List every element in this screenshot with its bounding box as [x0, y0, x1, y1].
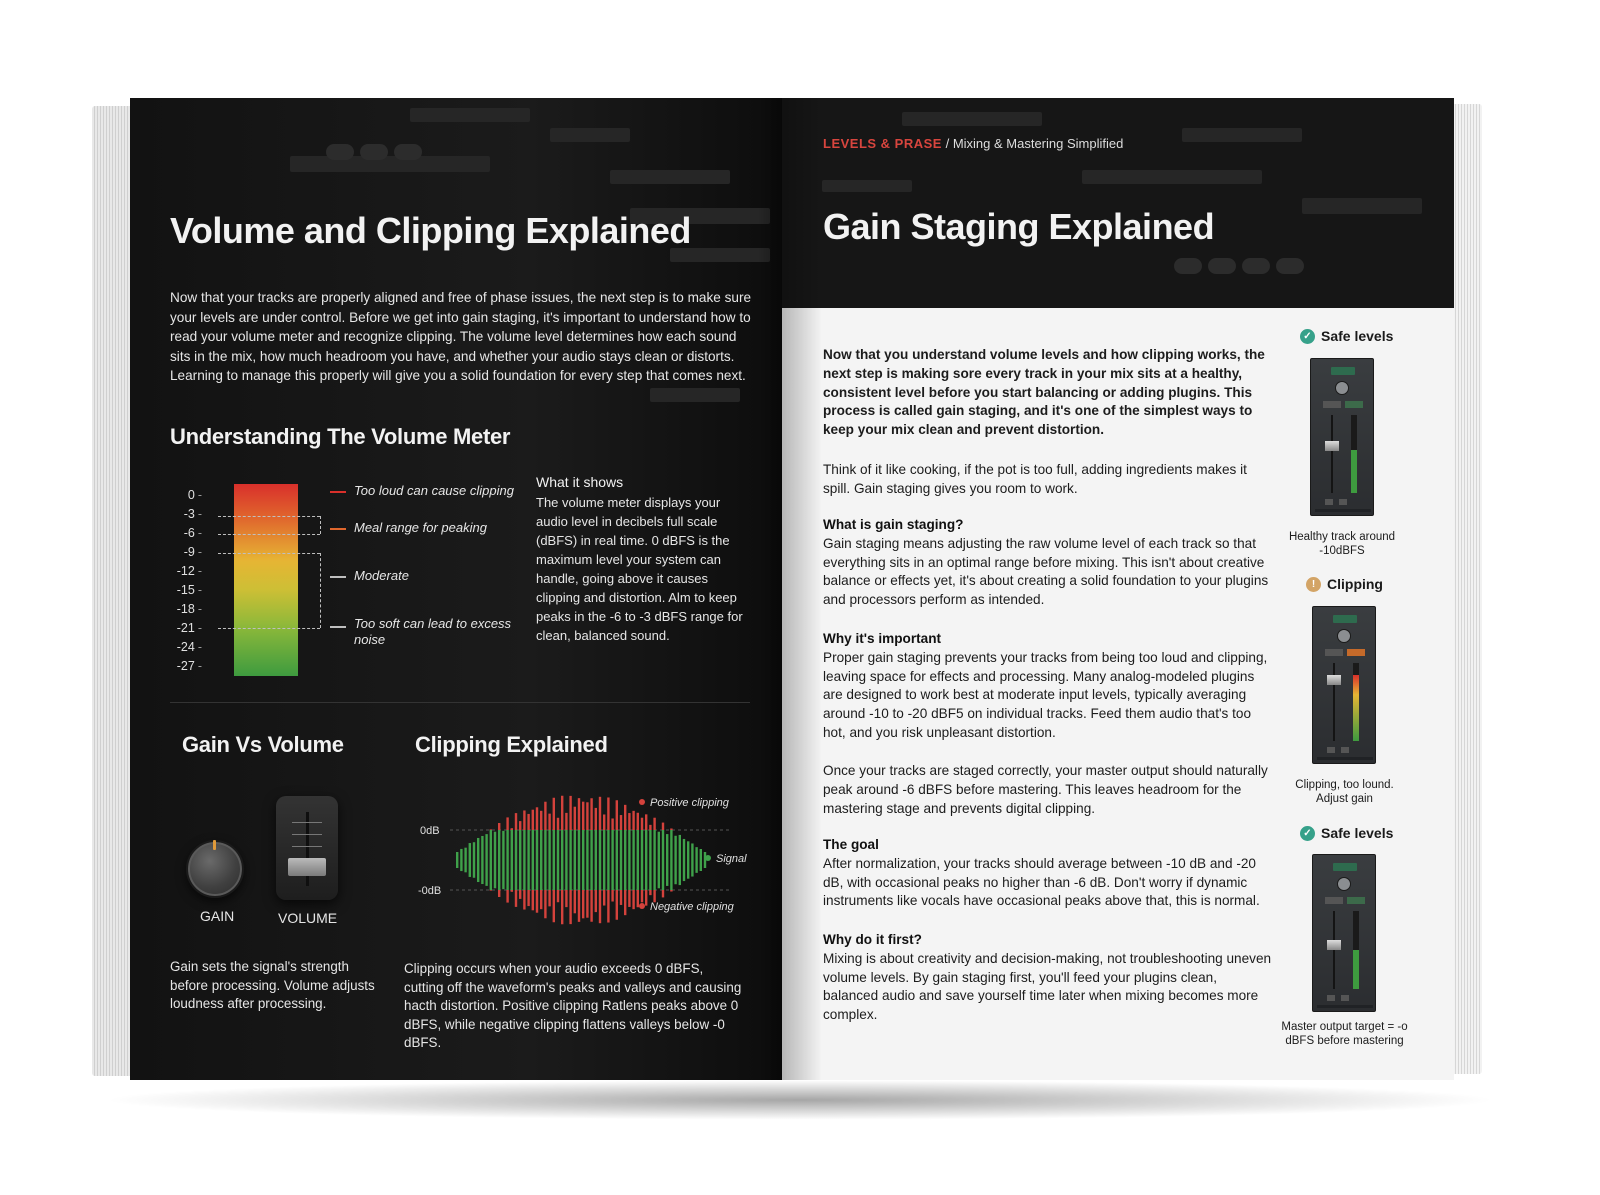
positive-clip-bar — [561, 796, 563, 830]
signal-bar — [548, 830, 550, 890]
negative-clip-bar — [620, 890, 622, 905]
check-icon: ✓ — [1300, 329, 1315, 344]
signal-bar — [473, 842, 475, 878]
deco-pill — [1174, 258, 1202, 274]
negative-clip-bar — [557, 890, 559, 902]
negative-clip-bar — [498, 890, 500, 897]
deco-bar — [610, 170, 730, 184]
page-edge-right — [1452, 104, 1482, 1074]
signal-bar — [670, 830, 672, 890]
negative-clip-bar — [586, 890, 588, 918]
signal-bar — [674, 836, 676, 884]
negative-clip-bar — [569, 890, 571, 924]
positive-clip-bar — [599, 797, 601, 830]
signal-bar — [590, 830, 592, 890]
negative-clip-bar — [544, 890, 546, 918]
mixer-knob-icon — [1335, 381, 1349, 395]
negative-clip-bar — [632, 890, 634, 909]
legend-too-loud: Too loud can cause clipping — [354, 483, 514, 498]
signal-bar — [519, 830, 521, 890]
legend-marker — [330, 491, 346, 493]
signal-bar — [502, 831, 504, 889]
section-heading: What is gain staging? — [823, 517, 964, 532]
section-heading: Why it's important — [823, 631, 942, 646]
mixer-button — [1327, 747, 1335, 753]
deco-pill — [326, 144, 354, 160]
signal-bar — [527, 830, 529, 890]
mixer-button — [1339, 499, 1347, 505]
signal-bar — [557, 830, 559, 890]
mixer-name-strip — [1317, 1005, 1373, 1008]
range-bracket-top — [218, 516, 320, 517]
signal-bar — [637, 830, 639, 890]
mixer-tag — [1333, 615, 1357, 623]
section-master-output — [823, 762, 1275, 818]
page-title: Volume and Clipping Explained — [170, 210, 691, 251]
signal-bar — [460, 849, 462, 871]
signal-bar — [628, 830, 630, 890]
page-edge-left — [92, 106, 132, 1076]
positive-clip-bar — [611, 818, 613, 830]
positive-clip-bar — [511, 828, 513, 830]
negative-clip-bar — [523, 890, 525, 910]
positive-clip-bar — [527, 814, 529, 830]
legend-moderate: Moderate — [354, 568, 409, 583]
positive-clip-bar — [540, 811, 542, 830]
what-it-shows-body: The volume meter displays your audio level in decibels full scale (dBFS) in real time. 0 dBFS is the maximum level your system can handle, going above it causes clipping and distortion. Alm to keep peaks in the -6 to -3 dBFS range for clean, balanced sound. — [536, 495, 743, 643]
signal-bar — [687, 841, 689, 878]
positive-clip-bar — [595, 808, 597, 830]
positive-clip-bar — [557, 818, 559, 830]
range-bracket-side — [320, 553, 321, 628]
negative-clip-bar — [506, 890, 508, 903]
gain-label: GAIN — [200, 908, 235, 924]
deco-bar — [290, 156, 490, 172]
positive-clip-bar — [649, 825, 651, 830]
signal-bar — [540, 830, 542, 890]
range-bracket-bottom — [218, 628, 320, 629]
signal-bar — [632, 830, 634, 890]
signal-bar — [498, 830, 500, 890]
signal-bar — [481, 836, 483, 884]
sidebar-heading-text: Clipping — [1327, 576, 1383, 592]
sidebar-heading-clipping — [1306, 576, 1383, 592]
legend-marker — [330, 576, 346, 578]
signal-bar — [582, 830, 584, 890]
brand-name: LEVELS & PRASE — [823, 136, 942, 151]
mixer-knob-icon — [1337, 877, 1351, 891]
positive-clip-bar — [553, 798, 555, 830]
legend-ideal: Meal range for peaking — [354, 520, 487, 535]
lead-paragraph: Now that you understand volume levels and how clipping works, the next step is making sore every track in your mix sits at a healthy, consistent level before you start balancing or adding plugins. This process is called gain staging, and it's one of the simplest ways to keep your mix clean and prevent distortion. — [823, 347, 1265, 438]
mixer-button — [1341, 995, 1349, 1001]
negative-clip-bar — [511, 890, 513, 892]
brand-separator: / — [941, 136, 953, 151]
mixer-button — [1341, 747, 1349, 753]
page-title: Gain Staging Explained — [823, 206, 1215, 247]
mixer-button — [1345, 401, 1363, 408]
section-body: After normalization, your tracks should average between -10 dB and -20 dB, with occasional peaks no higher than -6 dB. Don't worry if dynamic instruments like vocals have occasional peaks above that, this is normal. — [823, 855, 1260, 909]
negative-clip-bar — [590, 890, 592, 922]
negative-clip-bar — [578, 890, 580, 922]
signal-bar — [565, 830, 567, 890]
signal-bar — [485, 834, 487, 886]
positive-clip-bar — [515, 813, 517, 830]
range-bracket-side — [320, 516, 321, 534]
section-heading: The goal — [823, 837, 879, 852]
signal-bar — [645, 830, 647, 890]
right-page — [782, 98, 1454, 1080]
meter-heading: Understanding The Volume Meter — [170, 424, 511, 449]
positive-clip-bar — [637, 813, 639, 830]
signal-bar — [456, 852, 458, 868]
negative-clip-bar — [519, 890, 521, 899]
negative-clip-bar — [624, 890, 626, 915]
positive-clip-bar — [536, 807, 538, 830]
intro-paragraph: Now that your tracks are properly aligned and free of phase issues, the next step is to make sure your levels are under control. Before we get into gain staging, it's important to understand how to read your volume meter and recognize clipping. The volume level determines how each sound sits in the mix, how much headroom you have, and whether your audio stays clean or distorts. Learning to manage this properly will give you a solid foundation for every step that comes next. — [170, 290, 752, 383]
positive-clip-bar — [523, 810, 525, 830]
deco-pill — [394, 144, 422, 160]
negative-clip-bar — [582, 890, 584, 918]
legend-too-soft: Too soft can lead to excess noise — [354, 616, 512, 647]
negative-clip-bar — [611, 890, 613, 902]
signal-bar — [683, 839, 685, 881]
mixer-button — [1347, 897, 1365, 904]
positive-clip-bar — [506, 817, 508, 830]
negative-clip-bar — [616, 890, 618, 920]
legend-negative-clipping: Negative clipping — [650, 901, 734, 913]
section-why-important — [823, 630, 1275, 743]
positive-clip-bar — [590, 798, 592, 830]
signal-bar — [536, 830, 538, 890]
signal-bar — [506, 830, 508, 890]
meter-tick: -27 - — [176, 659, 202, 673]
clip-bottom-label: -0dB — [418, 885, 442, 897]
negative-clip-bar — [527, 890, 529, 906]
signal-bar — [641, 830, 643, 890]
negative-clip-bar — [649, 890, 651, 895]
positive-clip-bar — [586, 802, 588, 830]
what-it-shows-title: What it shows — [536, 474, 624, 490]
meter-tick: -6 - — [183, 526, 202, 540]
fader-cap — [1327, 940, 1341, 950]
mixer-button — [1325, 499, 1333, 505]
meter-tick: -12 - — [176, 564, 202, 578]
negative-clip-bar — [548, 890, 550, 906]
signal-bar — [653, 830, 655, 890]
signal-bar — [620, 830, 622, 890]
book-shadow — [100, 1080, 1500, 1120]
meter-tick: -9 - — [183, 545, 202, 559]
mixer-name-strip — [1317, 757, 1373, 760]
sidebar-heading-text: Safe levels — [1321, 825, 1394, 841]
fader-tick — [292, 822, 322, 823]
signal-bar — [515, 830, 517, 890]
positive-clip-bar — [653, 818, 655, 830]
deco-bar — [410, 108, 530, 122]
signal-bar — [679, 835, 681, 885]
signal-bar — [464, 848, 466, 873]
positive-clip-bar — [498, 823, 500, 830]
section-body: Once your tracks are staged correctly, your master output should naturally peak around -6 dBFS before mastering. This leaves headroom for the mastering stage and prevents digital clipping. — [823, 763, 1268, 816]
deco-pill — [1208, 258, 1236, 274]
knob-indicator — [213, 840, 216, 850]
fader-track — [1333, 911, 1335, 989]
signal-bar — [599, 830, 601, 890]
mixer-channel-strip — [1310, 358, 1374, 516]
mixer-caption: Clipping, too lound. Adjust gain — [1295, 779, 1394, 805]
section-what-is — [823, 516, 1275, 610]
header-band — [782, 98, 1454, 308]
range-bracket-mid — [218, 534, 320, 535]
negative-clip-bar — [561, 890, 563, 924]
mixer-button — [1325, 897, 1343, 904]
signal-bar — [603, 830, 605, 890]
signal-bar — [523, 830, 525, 890]
legend-signal: Signal — [716, 853, 747, 865]
meter-tick: -21 - — [176, 621, 202, 635]
fader-tick — [292, 834, 322, 835]
meter-tick: -18 - — [176, 602, 202, 616]
negative-clip-bar — [637, 890, 639, 907]
mixer-button — [1325, 649, 1343, 656]
negative-clip-bar — [574, 890, 576, 913]
positive-clip-bar — [662, 823, 664, 830]
negative-clip-bar — [532, 890, 534, 910]
left-page — [130, 98, 798, 1080]
negative-clip-bar — [607, 890, 609, 923]
mixer-button — [1327, 995, 1335, 1001]
deco-bar — [650, 388, 740, 402]
signal-bar — [649, 830, 651, 890]
clipping-waveform — [410, 784, 750, 934]
gain-vs-volume-heading: Gain Vs Volume — [182, 732, 344, 757]
section-heading: Why do it first? — [823, 932, 922, 947]
signal-bar — [624, 830, 626, 890]
positive-clip-bar — [645, 814, 647, 830]
signal-bar — [477, 838, 479, 882]
section-why-first — [823, 931, 1275, 1025]
deco-bar — [822, 180, 912, 192]
mixer-caption: Master output target = -o dBFS before mastering — [1281, 1021, 1408, 1047]
fader-cap — [288, 858, 326, 876]
signal-bar — [553, 830, 555, 890]
negative-clip-bar — [670, 890, 672, 892]
positive-clip-bar — [670, 828, 672, 830]
signal-bar — [469, 843, 471, 877]
signal-bar — [578, 830, 580, 890]
volume-meter-bar — [234, 484, 298, 676]
clip-top-label: 0dB — [420, 825, 440, 837]
fader-tick — [292, 846, 322, 847]
legend-marker — [330, 528, 346, 530]
legend-marker — [330, 626, 346, 628]
negative-clip-bar — [565, 890, 567, 907]
gain-vs-volume-body: Gain sets the signal's strength before processing. Volume adjusts loudness after processing. — [170, 959, 375, 1011]
mixer-tag — [1331, 367, 1355, 375]
fader-track — [1331, 415, 1333, 493]
mixer-knob-icon — [1337, 629, 1351, 643]
signal-bar — [611, 830, 613, 890]
negative-clip-bar — [603, 890, 605, 906]
deco-bar — [1082, 170, 1262, 184]
legend-positive-clipping: Positive clipping — [650, 797, 729, 809]
negative-clip-bar — [540, 890, 542, 909]
signal-bar — [574, 830, 576, 890]
signal-bar — [695, 847, 697, 873]
positive-clip-bar — [624, 805, 626, 830]
section-body: Mixing is about creativity and decision-making, not troubleshooting uneven volume levels. By gain staging first, you'll feed your plugins clean, balanced audio and save yourself time later when mixing becomes more complex. — [823, 950, 1272, 1023]
positive-clip-bar — [628, 813, 630, 830]
signal-bar — [658, 832, 660, 889]
mixer-tag — [1333, 863, 1357, 871]
negative-clip-bar — [536, 890, 538, 913]
deco-bar — [1182, 128, 1302, 142]
signal-bar — [586, 830, 588, 890]
signal-bar — [607, 830, 609, 890]
positive-clip-bar — [532, 810, 534, 830]
section-body: Gain staging means adjusting the raw volume level of each track so that everything sits in an optimal range before mixing. This isn't about creative balance or effects yet, it's about creating a solid foundation to your plugins and processors perform as intended. — [823, 535, 1269, 608]
positive-clip-bar — [578, 798, 580, 830]
section-body: Proper gain staging prevents your tracks from being too loud and clipping, leaving space for effects and processing. Many analog-modeled plugins are designed to work best at moderate input levels, typically averaging around -10 to -20 dBF5 on individual tracks. Feed them audio that's too hot, and you risk unpleasant distortion. — [823, 649, 1268, 740]
clipping-body: Clipping occurs when your audio exceeds 0 dBFS, cutting off the waveform's peaks and valleys and causing hacth distortion. Positive clipping Ratlens peaks above 0 dBFS, while negative clipping flattens valleys below -0 dBFS. — [404, 961, 742, 1050]
positive-clip-bar — [616, 800, 618, 830]
signal-bar — [569, 830, 571, 890]
deco-bar — [1302, 198, 1422, 214]
positive-clip-bar — [574, 807, 576, 830]
signal-bar — [691, 843, 693, 876]
signal-bar — [561, 830, 563, 890]
deco-bar — [550, 128, 630, 142]
positive-clip-bar — [607, 797, 609, 830]
warning-icon: ! — [1306, 577, 1321, 592]
clipping-heading: Clipping Explained — [415, 732, 608, 757]
positive-clip-bar — [641, 818, 643, 830]
fader-cap — [1325, 441, 1339, 451]
meter-tick: -24 - — [176, 640, 202, 654]
negative-clip-bar — [515, 890, 517, 907]
positive-clip-bar — [569, 796, 571, 830]
cooking-paragraph: Think of it like cooking, if the pot is too full, adding ingredients makes it spill. Gain staging gives you room to work. — [823, 462, 1247, 496]
positive-clip-bar — [548, 814, 550, 830]
book-title: Mixing & Mastering Simplified — [952, 136, 1124, 151]
signal-bar — [490, 830, 492, 890]
sidebar-heading-safe — [1300, 328, 1393, 344]
signal-bar — [700, 849, 702, 871]
negative-clip-bar — [599, 890, 601, 923]
signal-bar — [544, 830, 546, 890]
mixer-name-strip — [1315, 509, 1371, 512]
signal-bar — [662, 830, 664, 890]
positive-clip-bar — [490, 829, 492, 830]
negative-clip-bar — [645, 890, 647, 906]
signal-bar — [511, 830, 513, 890]
deco-pill — [1242, 258, 1270, 274]
signal-bar — [532, 830, 534, 890]
section-goal — [823, 836, 1275, 911]
positive-clip-bar — [603, 814, 605, 830]
mixer-channel-strip — [1312, 606, 1376, 764]
signal-bar — [616, 830, 618, 890]
volume-label: VOLUME — [278, 910, 338, 926]
signal-bar — [494, 832, 496, 889]
meter-tick: -15 - — [176, 583, 202, 597]
negative-clip-bar — [595, 890, 597, 912]
running-header — [823, 136, 1123, 151]
negative-clip-bar — [628, 890, 630, 907]
positive-clip-bar — [544, 802, 546, 830]
level-meter-fill — [1353, 675, 1359, 741]
negative-clip-bar — [490, 890, 492, 891]
sidebar-heading-safe-master — [1300, 825, 1393, 841]
level-meter-fill — [1351, 450, 1357, 493]
deco-pill — [360, 144, 388, 160]
mixer-button — [1323, 401, 1341, 408]
negative-clip-bar — [553, 890, 555, 922]
mixer-channel-strip — [1312, 854, 1376, 1012]
negative-clip-bar — [662, 890, 664, 897]
negative-clip-bar — [641, 890, 643, 902]
deco-bar — [902, 112, 1042, 126]
range-bracket-lower — [218, 553, 320, 554]
deco-pill — [1276, 258, 1304, 274]
positive-clip-bar — [632, 811, 634, 830]
mixer-caption: Healthy track around -10dBFS — [1288, 531, 1396, 557]
signal-bar — [666, 834, 668, 886]
meter-tick: -3 - — [183, 507, 202, 521]
sidebar-heading-text: Safe levels — [1321, 328, 1394, 344]
check-icon: ✓ — [1300, 826, 1315, 841]
fader-cap — [1327, 675, 1341, 685]
positive-clip-bar — [582, 802, 584, 830]
meter-tick: 0 - — [187, 488, 202, 502]
positive-clip-bar — [620, 815, 622, 830]
positive-clip-bar — [565, 813, 567, 830]
mixer-button — [1347, 649, 1365, 656]
section-divider — [170, 702, 750, 703]
positive-clip-bar — [519, 821, 521, 830]
level-meter-fill — [1353, 950, 1359, 989]
signal-bar — [595, 830, 597, 890]
